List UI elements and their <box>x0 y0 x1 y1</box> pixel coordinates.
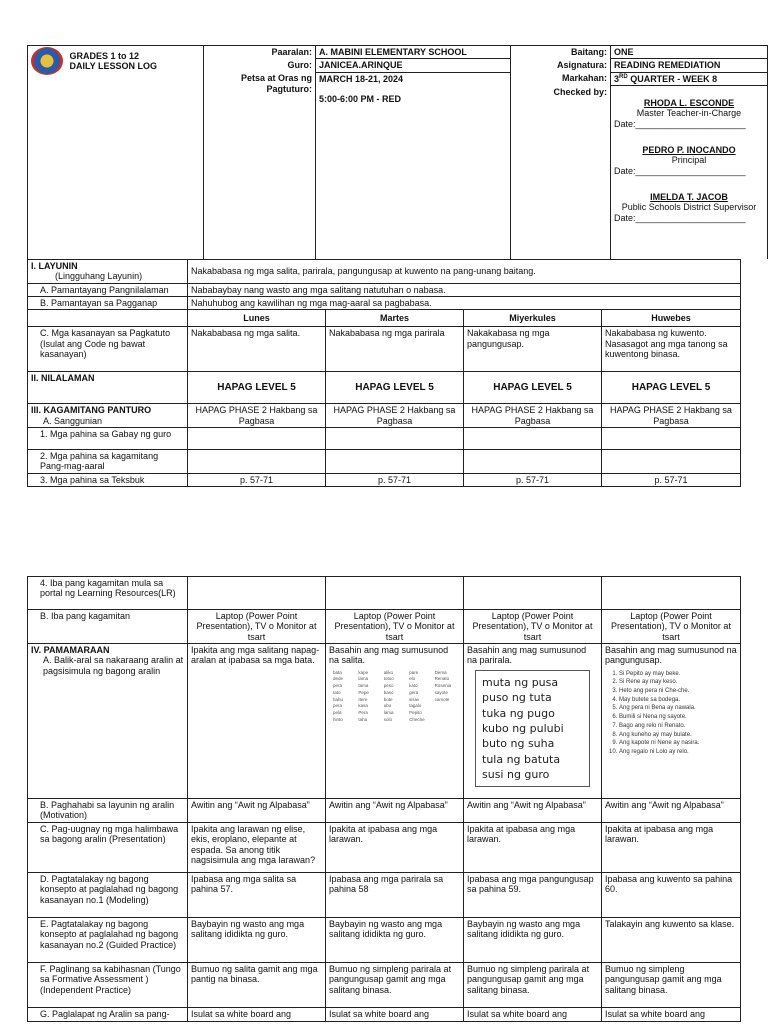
sig3-date: Date:______________________ <box>614 212 746 223</box>
phrase-item: tuka ng pugo <box>482 706 555 720</box>
markahan-label: Markahan: <box>511 72 611 85</box>
word-list-item: kape <box>358 669 369 675</box>
paglalapat-label: G. Paglalapat ng Aralin sa pang- <box>28 1008 188 1022</box>
presentation-lunes: Ipakita ang larawan ng elise, ekis, eroplano, elepante at espada. Sa anong titik nagsisimula ang mga larawan? <box>188 823 326 873</box>
iba-kagamitan-lunes: Laptop (Power Point Presentation), TV o Monitor at tsart <box>188 610 326 644</box>
guided-practice-huwebes: Talakayin ang kuwento sa klase. <box>602 918 741 963</box>
sig2-title: Principal <box>671 155 707 166</box>
modeling-huwebes: Ipabasa ang kuwento sa pahina 60. <box>602 873 741 918</box>
iba-kagamitan-huwebes: Laptop (Power Point Presentation), TV o Monitor at tsart <box>602 610 741 644</box>
sanggunian-huwebes: HAPAG PHASE 2 Hakbang sa Pagbasa <box>602 404 741 428</box>
presentation-huwebes: Ipakita at ipabasa ang mga larawan. <box>602 823 741 873</box>
asignatura-value: READING REMEDIATION <box>611 59 768 72</box>
phrase-item: susi ng guro <box>482 768 550 782</box>
sig1-title: Master Teacher-in-Charge <box>636 108 742 119</box>
motivation-lunes: Awitin ang “Awit ng Alpabasa” <box>188 799 326 823</box>
pamantayan-a-label: A. Pamantayang Pangnilalaman <box>28 283 188 296</box>
sentence-item: 8. Ang kuneho ay may bulate. <box>619 731 737 740</box>
word-list-item: baso <box>383 689 394 695</box>
teksbuk-label: 3. Mga pahina sa Teksbuk <box>28 473 188 486</box>
paglalapat-miyerkules: Isulat sa white board ang <box>464 1008 602 1022</box>
teksbuk-huwebes: p. 57-71 <box>602 473 741 486</box>
kagamitang-mag-aaral-label: 2. Mga pahina sa kagamitang Pang-mag-aaral <box>28 450 188 474</box>
motivation-huwebes: Awitin ang “Awit ng Alpabasa” <box>602 799 741 823</box>
balik-aral-label: A. Balik-aral sa nakaraang aralin at pagsisimula ng bagong aralin <box>43 655 184 676</box>
teksbuk-miyerkules: p. 57-71 <box>464 473 602 486</box>
word-list-item: camote <box>434 696 450 702</box>
balik-aral-lunes: Ipakita ang mga salitang napag-aralan at ipabasa sa mga bata. <box>188 644 326 799</box>
balik-aral-martes-cell <box>326 644 464 799</box>
independent-practice-miyerkules: Bumuo ng simpleng parirala at pangungusap gamit ang mga salitang binasa. <box>464 963 602 1008</box>
sig1-name: RHODA L. ESCONDE <box>643 98 735 109</box>
word-list-item: Pera <box>358 710 368 716</box>
word-list-item: elo <box>409 676 416 682</box>
asignatura-label: Asignatura: <box>511 59 611 72</box>
kasanayan-label: C. Mga kasanayan sa Pagkatuto (Isulat ang Code ng bawat kasanayan) <box>28 327 188 372</box>
lesson-table-part1 <box>27 259 741 487</box>
word-list-item: lama <box>358 676 369 682</box>
word-list-item: dede <box>333 676 344 682</box>
word-list-item: Pepito <box>409 710 422 716</box>
school-logo-cell <box>28 46 204 260</box>
word-list-item: gera <box>409 689 419 695</box>
modeling-miyerkules: Ipabasa ang mga pangungusap sa pahina 59. <box>464 873 602 918</box>
motivation-label: B. Paghahabi sa layunin ng aralin (Motivation) <box>28 799 188 823</box>
iba-kagamitan-label: B. Iba pang kagamitan <box>28 610 188 644</box>
sentence-item: 1. Si Pepito ay may beke. <box>619 670 737 679</box>
sentence-item: 9. Ang kapote ni Nene ay nasira. <box>619 739 737 748</box>
kasanayan-lunes: Nakababasa ng mga salita. <box>188 327 326 372</box>
guided-practice-martes: Baybayin ng wasto ang mga salitang ididikta ng guro. <box>326 918 464 963</box>
day-header-martes: Martes <box>326 310 464 327</box>
layunin-head-cell <box>28 260 188 284</box>
layunin-head: I. LAYUNIN <box>31 261 78 271</box>
word-list-item: solo <box>383 716 393 722</box>
word-list-image <box>329 666 460 728</box>
gabay-guro-label: 1. Mga pahina sa Gabay ng guro <box>28 428 188 450</box>
iba-kagamitan-miyerkules: Laptop (Power Point Presentation), TV o Monitor at tsart <box>464 610 602 644</box>
grades-label: GRADES 1 to 12 <box>69 50 140 61</box>
independent-practice-lunes: Bumuo ng salita gamit ang mga pantig na binasa. <box>188 963 326 1008</box>
sanggunian-miyerkules: HAPAG PHASE 2 Hakbang sa Pagbasa <box>464 404 602 428</box>
word-list-item: sayote <box>434 689 448 695</box>
paglalapat-lunes: Isulat sa white board ang <box>188 1008 326 1022</box>
word-list-item: Renato <box>434 676 450 682</box>
lesson-table-part2 <box>27 576 741 1022</box>
independent-practice-label: F. Paglinang sa kabihasnan (Tungo sa Formative Assessment ) (Independent Practice) <box>28 963 188 1008</box>
independent-practice-huwebes: Bumuo ng simpleng pangungusap gamit ang mga salitang binasa. <box>602 963 741 1008</box>
oras-value: 5:00-6:00 PM - RED <box>319 94 402 105</box>
signatories <box>611 86 768 260</box>
modeling-martes: Ipabasa ang mga parirala sa pahina 58 <box>326 873 464 918</box>
sentence-item: 3. Heto ang pera ni Che-che. <box>619 687 737 696</box>
word-list-item: pera <box>333 703 343 709</box>
sentence-item: 5. Ang pera ni Bena ay nawala. <box>619 704 737 713</box>
balik-aral-huwebes-cell <box>602 644 741 799</box>
sentence-item: 6. Bumili si Nena ng sayote. <box>619 713 737 722</box>
motivation-martes: Awitin ang “Awit ng Alpabasa” <box>326 799 464 823</box>
paglalapat-martes: Isulat sa white board ang <box>326 1008 464 1022</box>
nilalaman-miyerkules: HAPAG LEVEL 5 <box>464 372 602 404</box>
lr-portal-label: 4. Iba pang kagamitan mula sa portal ng Learning Resources(LR) <box>28 577 188 610</box>
iba-kagamitan-martes: Laptop (Power Point Presentation), TV o Monitor at tsart <box>326 610 464 644</box>
sentence-item: 4. May butete sa bodega. <box>619 696 737 705</box>
markahan-value: 3RD QUARTER - WEEK 8 <box>611 72 768 85</box>
independent-practice-martes: Bumuo ng simpleng parirala at pangungusap gamit ang mga salitang binasa. <box>326 963 464 1008</box>
day-header-miyerkules: Miyerkules <box>464 310 602 327</box>
word-list-item: pare <box>409 669 419 675</box>
phrase-item: buto ng suha <box>482 737 555 751</box>
sentence-item: 10. Ang regalo ni Lolo ay relo. <box>619 748 737 757</box>
sig3-name: IMELDA T. JACOB <box>650 192 728 203</box>
deped-seal-icon <box>31 47 63 75</box>
sanggunian-lunes: HAPAG PHASE 2 Hakbang sa Pagbasa <box>188 404 326 428</box>
word-list-item: kato <box>409 683 418 689</box>
balik-aral-miyerkules: Basahin ang mag sumusunod na parirala. <box>467 645 587 666</box>
sig2-date: Date:______________________ <box>614 165 746 176</box>
presentation-label: C. Pag-uugnay ng mga halimbawa sa bagong aralin (Presentation) <box>28 823 188 873</box>
modeling-lunes: Ipabasa ang mga salita sa pahina 57. <box>188 873 326 918</box>
guided-practice-lunes: Baybayin ng wasto ang mga salitang ididikta ng guro. <box>188 918 326 963</box>
word-list-item: aliko <box>383 669 394 675</box>
word-list-item: Rosenia <box>434 683 452 689</box>
word-list-item: kasa <box>358 703 368 709</box>
phrase-list-image <box>475 670 590 788</box>
phrase-item: kubo ng pulubi <box>482 721 564 735</box>
word-list-item: ubo <box>383 703 392 709</box>
kasanayan-miyerkules: Nakakabasa ng mga pangungusap. <box>464 327 602 372</box>
guro-value: JANICEA.ARINQUE <box>316 59 511 72</box>
teksbuk-martes: p. 57-71 <box>326 473 464 486</box>
word-list-item: totoo <box>383 676 394 682</box>
kasanayan-huwebes: Nakababasa ng kuwento. Nasasagot ang mga tanong sa kuwentong binasa. <box>602 327 741 372</box>
kagamitan-head-cell <box>28 404 188 428</box>
word-list-item: bata <box>333 669 342 675</box>
paaralan-label: Paaralan: <box>204 46 316 59</box>
balik-aral-cell <box>28 644 188 799</box>
sentence-list-image <box>609 670 737 757</box>
sanggunian-martes: HAPAG PHASE 2 Hakbang sa Pagbasa <box>326 404 464 428</box>
phrase-item: puso ng tuta <box>482 691 552 705</box>
pamantayan-b-text: Nahuhubog ang kawilihan ng mga mag-aaral sa pagbabasa. <box>188 297 741 310</box>
guided-practice-label: E. Pagtatalakay ng bagong konsepto at paglalahad ng bagong kasanayan no.2 (Guided Practice) <box>28 918 188 963</box>
kasanayan-martes: Nakababasa ng mga parirala <box>326 327 464 372</box>
word-list-item: tama <box>358 683 369 689</box>
word-list-item: pera <box>333 683 343 689</box>
phrase-item: tula ng batuta <box>482 752 561 766</box>
guro-label: Guro: <box>204 59 316 72</box>
nilalaman-lunes: HAPAG LEVEL 5 <box>188 372 326 404</box>
word-list-item: Dema <box>434 669 447 675</box>
presentation-miyerkules: Ipakita at ipabasa ang mga larawan. <box>464 823 602 873</box>
layunin-sub: (Lingguhang Layunin) <box>55 271 143 282</box>
word-list-item: tato <box>333 689 341 695</box>
day-header-lunes: Lunes <box>188 310 326 327</box>
day-header-huwebes: Huwebes <box>602 310 741 327</box>
nilalaman-huwebes: HAPAG LEVEL 5 <box>602 372 741 404</box>
petsa-value: MARCH 18-21, 2024 <box>319 73 404 84</box>
baitang-value: ONE <box>611 46 768 59</box>
word-list-item: sisiw <box>409 696 419 702</box>
word-list-item: tagalo <box>409 703 422 709</box>
phrase-item: muta ng pusa <box>482 675 559 689</box>
sig1-date: Date:______________________ <box>614 118 746 129</box>
sentence-item: 2. Si Rene ay may keso. <box>619 678 737 687</box>
checked-label: Checked by: <box>511 86 611 230</box>
motivation-miyerkules: Awitin ang “Awit ng Alpabasa” <box>464 799 602 823</box>
word-list-item: taha <box>358 716 368 722</box>
word-list-item: pela <box>333 710 342 716</box>
nilalaman-martes: HAPAG LEVEL 5 <box>326 372 464 404</box>
sanggunian-label: A. Sanggunian <box>43 415 103 426</box>
modeling-label: D. Pagtatalakay ng bagong konsepto at paglalahad ng bagong kasanayan no.1 (Modeling) <box>28 873 188 918</box>
paglalapat-huwebes: Isulat sa white board ang <box>602 1008 741 1022</box>
kagamitan-head: III. KAGAMITANG PANTURO <box>31 405 152 416</box>
word-list-item: hinto <box>333 716 343 722</box>
word-list-item: peso <box>383 683 394 689</box>
balik-aral-miyerkules-cell <box>464 644 602 799</box>
presentation-martes: Ipakita at ipabasa ang mga larawan. <box>326 823 464 873</box>
sentence-item: 7. Bago ang relo ni Renato. <box>619 722 737 731</box>
word-list-item: lama <box>383 710 394 716</box>
petsa-label: Petsa at Oras ng Pagtuturo: <box>204 72 316 259</box>
log-title: DAILY LESSON LOG <box>69 61 158 71</box>
sig2-name: PEDRO P. INOCANDO <box>642 145 736 156</box>
petsa-cell <box>316 72 511 259</box>
balik-aral-martes: Basahin ang mag sumusunod na salita. <box>329 645 449 666</box>
baitang-label: Baitang: <box>511 46 611 59</box>
teksbuk-lunes: p. 57-71 <box>188 473 326 486</box>
word-list-item: Itere <box>358 696 368 702</box>
pamamaraan-head: IV. PAMAMARAAN <box>31 645 110 656</box>
pamantayan-a-text: Nababaybay nang wasto ang mga salitang natutuhan o nabasa. <box>188 283 741 296</box>
guided-practice-miyerkules: Baybayin ng wasto ang mga salitang ididikta ng guro. <box>464 918 602 963</box>
balik-aral-huwebes: Basahin ang mag sumusunod na pangungusap. <box>605 645 737 666</box>
word-list-item: Cheche <box>409 716 425 722</box>
nilalaman-head: II. NILALAMAN <box>28 372 188 404</box>
layunin-text: Nakababasa ng mga salita, parirala, pangungusap at kuwento na pang-unang baitang. <box>188 260 741 284</box>
word-list-item: Pepe <box>358 689 369 695</box>
word-list-item: bote <box>383 696 393 702</box>
sig3-title: Public Schools District Supervisor <box>621 202 757 213</box>
paaralan-value: A. MABINI ELEMENTARY SCHOOL <box>316 46 511 59</box>
pamantayan-b-label: B. Pamantayan sa Pagganap <box>28 297 188 310</box>
header-table <box>27 45 768 260</box>
word-list-item: hahu <box>333 696 344 702</box>
